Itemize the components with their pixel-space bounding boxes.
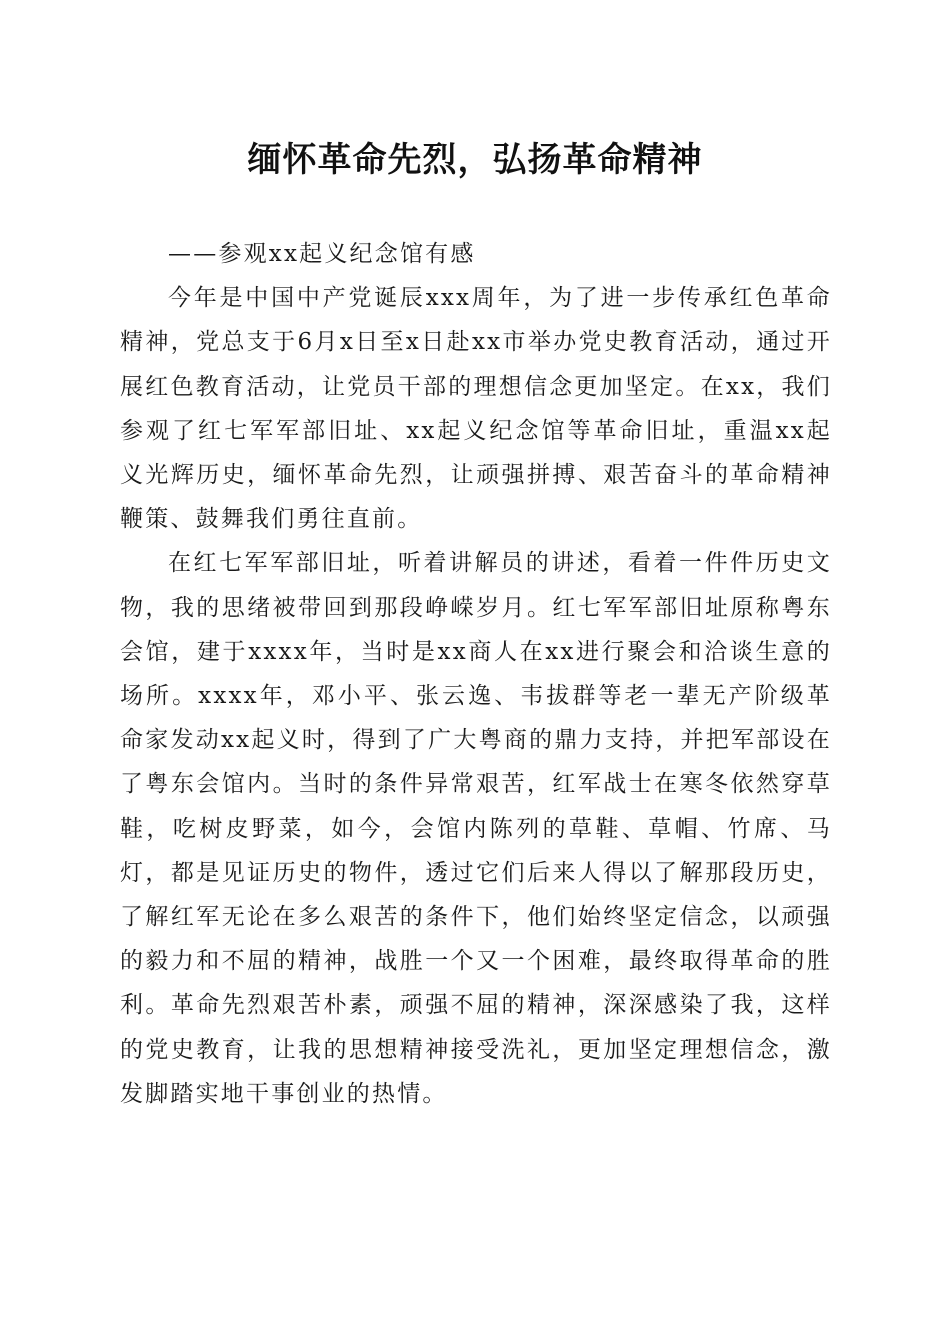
paragraph-1: 今年是中国中产党诞辰xxx周年，为了进一步传承红色革命精神，党总支于6月x日至x日赴xx市举办党史教育活动，通过开展红色教育活动，让党员干部的理想信念更加坚定。在xx，我们参观了红七军军部旧址、xx起义纪念馆等革命旧址，重温xx起义光辉历史，缅怀革命先烈，让顽强拼搏、艰苦奋斗的革命精神鞭策、鼓舞我们勇往直前。 — [120, 285, 832, 533]
document-title: 缅怀革命先烈，弘扬革命精神 — [247, 140, 703, 180]
document-body — [120, 232, 832, 1116]
document-subtitle: ——参观xx起义纪念馆有感 — [168, 241, 476, 267]
paragraph-2: 在红七军军部旧址，听着讲解员的讲述，看着一件件历史文物，我的思绪被带回到那段峥嵘岁月。红七军军部旧址原称粤东会馆，建于xxxx年，当时是xx商人在xx进行聚会和洽谈生意的场所。xxxx年，邓小平、张云逸、韦拔群等老一辈无产阶级革命家发动xx起义时，得到了广大粤商的鼎力支持，并把军部设在了粤东会馆内。当时的条件异常艰苦，红军战士在寒冬依然穿草鞋，吃树皮野菜，如今，会馆内陈列的草鞋、草帽、竹席、马灯，都是见证历史的物件，透过它们后来人得以了解那段历史，了解红军无论在多么艰苦的条件下，他们始终坚定信念，以顽强的毅力和不屈的精神，战胜一个又一个困难，最终取得革命的胜利。革命先烈艰苦朴素，顽强不屈的精神，深深感染了我，这样的党史教育，让我的思想精神接受洗礼，更加坚定理想信念，激发脚踏实地干事创业的热情。 — [120, 550, 832, 1107]
